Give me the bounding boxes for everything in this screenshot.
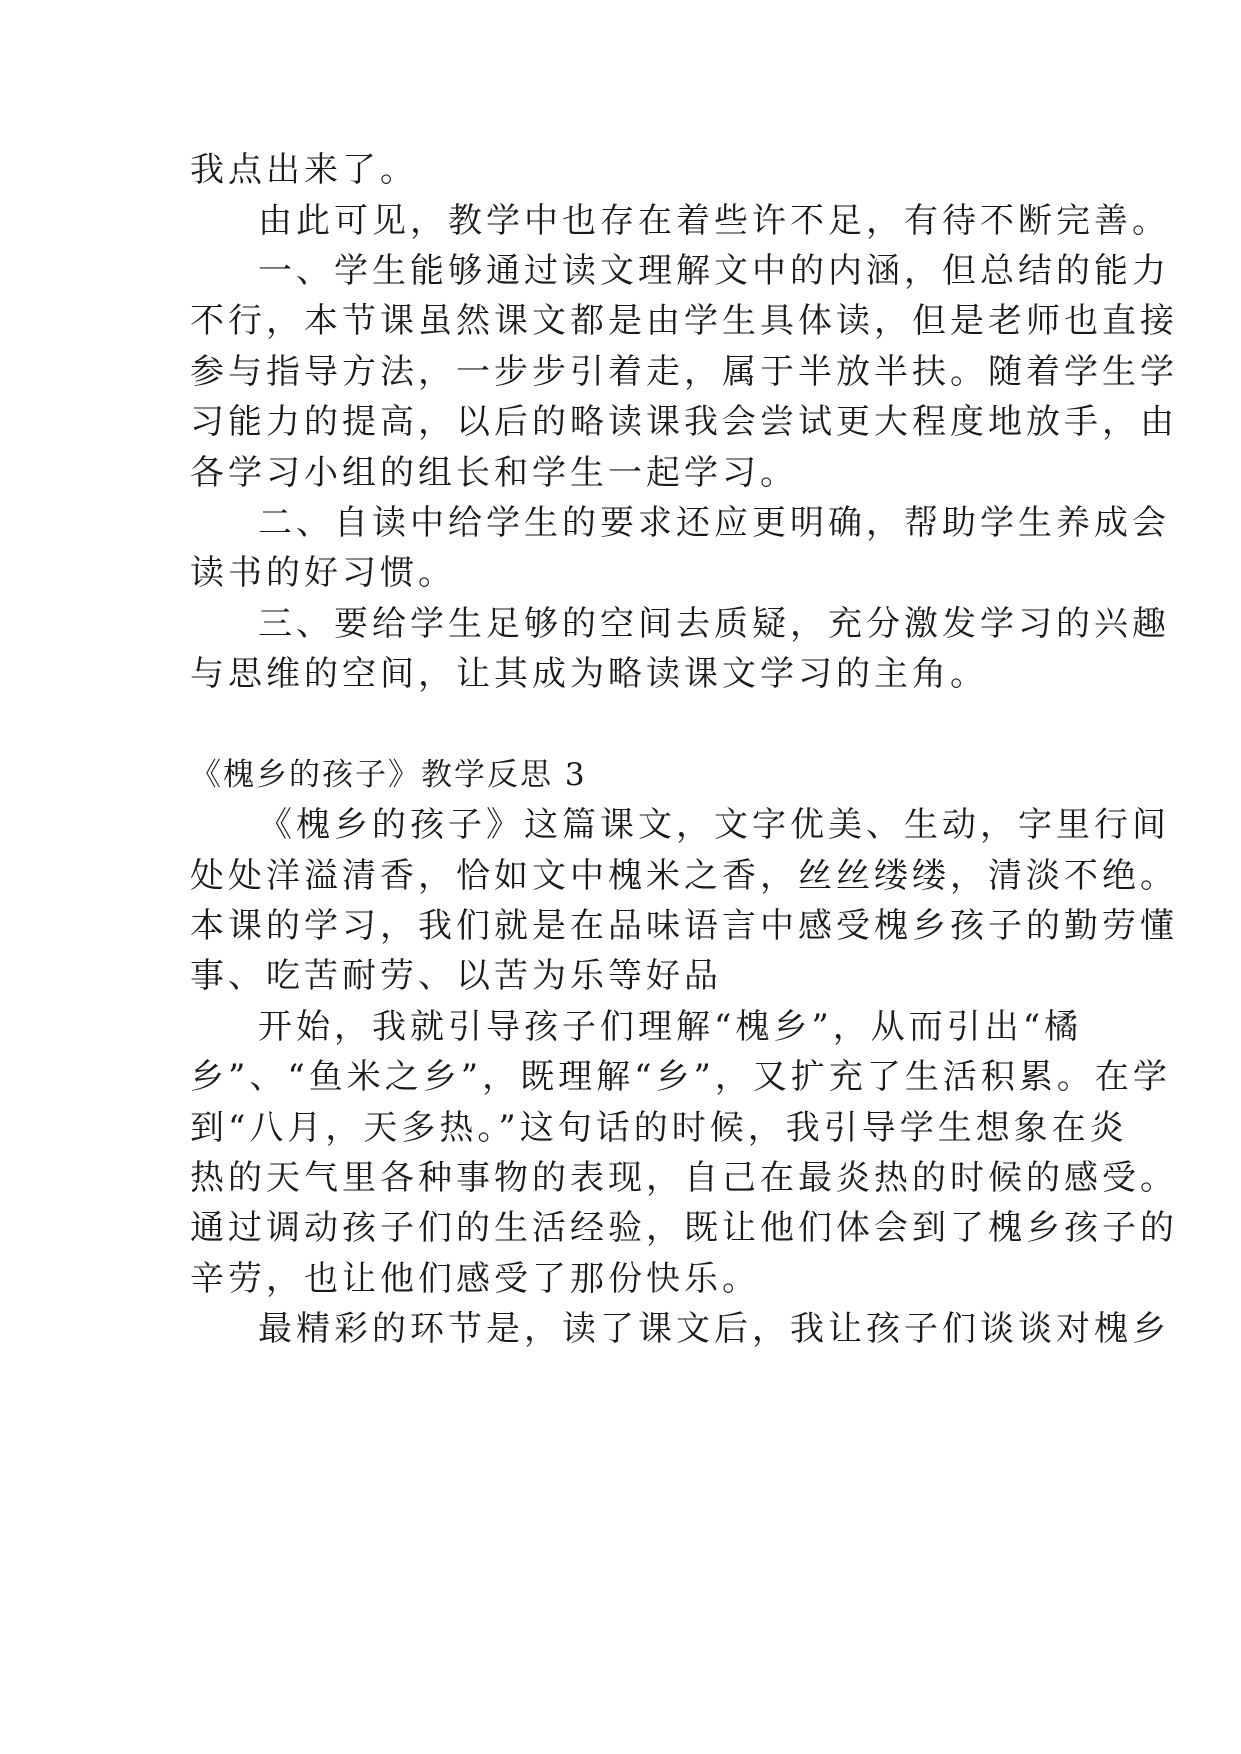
point1-line: 不行，本节课虽然课文都是由学生具体读，但是老师也直接	[190, 301, 1178, 341]
paragraph-line: 开始，我就引导孩子们理解“槐乡”，从而引出“橘	[258, 1007, 1083, 1047]
point3-line: 与思维的空间，让其成为略读课文学习的主角。	[190, 654, 988, 694]
point1-line: 习能力的提高，以后的略读课我会尝试更大程度地放手，由	[190, 402, 1178, 442]
paragraph-line: 到“八月，天多热。”这句话的时候，我引导学生想象在炎	[190, 1108, 1128, 1148]
paragraph-line: 最精彩的环节是，读了课文后，我让孩子们谈谈对槐乡	[258, 1309, 1170, 1349]
paragraph-line: 热的天气里各种事物的表现，自己在最炎热的时候的感受。	[190, 1158, 1178, 1198]
point1-line: 参与指导方法，一步步引着走，属于半放半扶。随着学生学	[190, 352, 1178, 392]
paragraph-line: 《槐乡的孩子》这篇课文，文字优美、生动，字里行间	[258, 805, 1170, 845]
paragraph-line: 辛劳，也让他们感受了那份快乐。	[190, 1259, 760, 1299]
paragraph-line: 乡”、“鱼米之乡”，既理解“乡”，又扩充了生活积累。在学	[190, 1057, 1171, 1097]
point1-line: 各学习小组的组长和学生一起学习。	[190, 453, 798, 493]
text-line: 我点出来了。	[190, 150, 418, 190]
paragraph-line: 本课的学习，我们就是在品味语言中感受槐乡孩子的勤劳懂	[190, 906, 1178, 946]
paragraph-line: 事、吃苦耐劳、以苦为乐等好品	[190, 956, 722, 996]
paragraph-line: 通过调动孩子们的生活经验，既让他们体会到了槐乡孩子的	[190, 1208, 1178, 1248]
point2-line: 二、自读中给学生的要求还应更明确，帮助学生养成会	[258, 503, 1170, 543]
point2-line: 读书的好习惯。	[190, 553, 456, 593]
point3-line: 三、要给学生足够的空间去质疑，充分激发学习的兴趣	[258, 604, 1170, 644]
point1-line: 一、学生能够通过读文理解文中的内涵，但总结的能力	[258, 251, 1170, 291]
section-title: 《槐乡的孩子》教学反思 3	[190, 757, 587, 793]
paragraph-line: 处处洋溢清香，恰如文中槐米之香，丝丝缕缕，清淡不绝。	[190, 856, 1178, 896]
conclusion-line: 由此可见，教学中也存在着些许不足，有待不断完善。	[258, 201, 1170, 241]
